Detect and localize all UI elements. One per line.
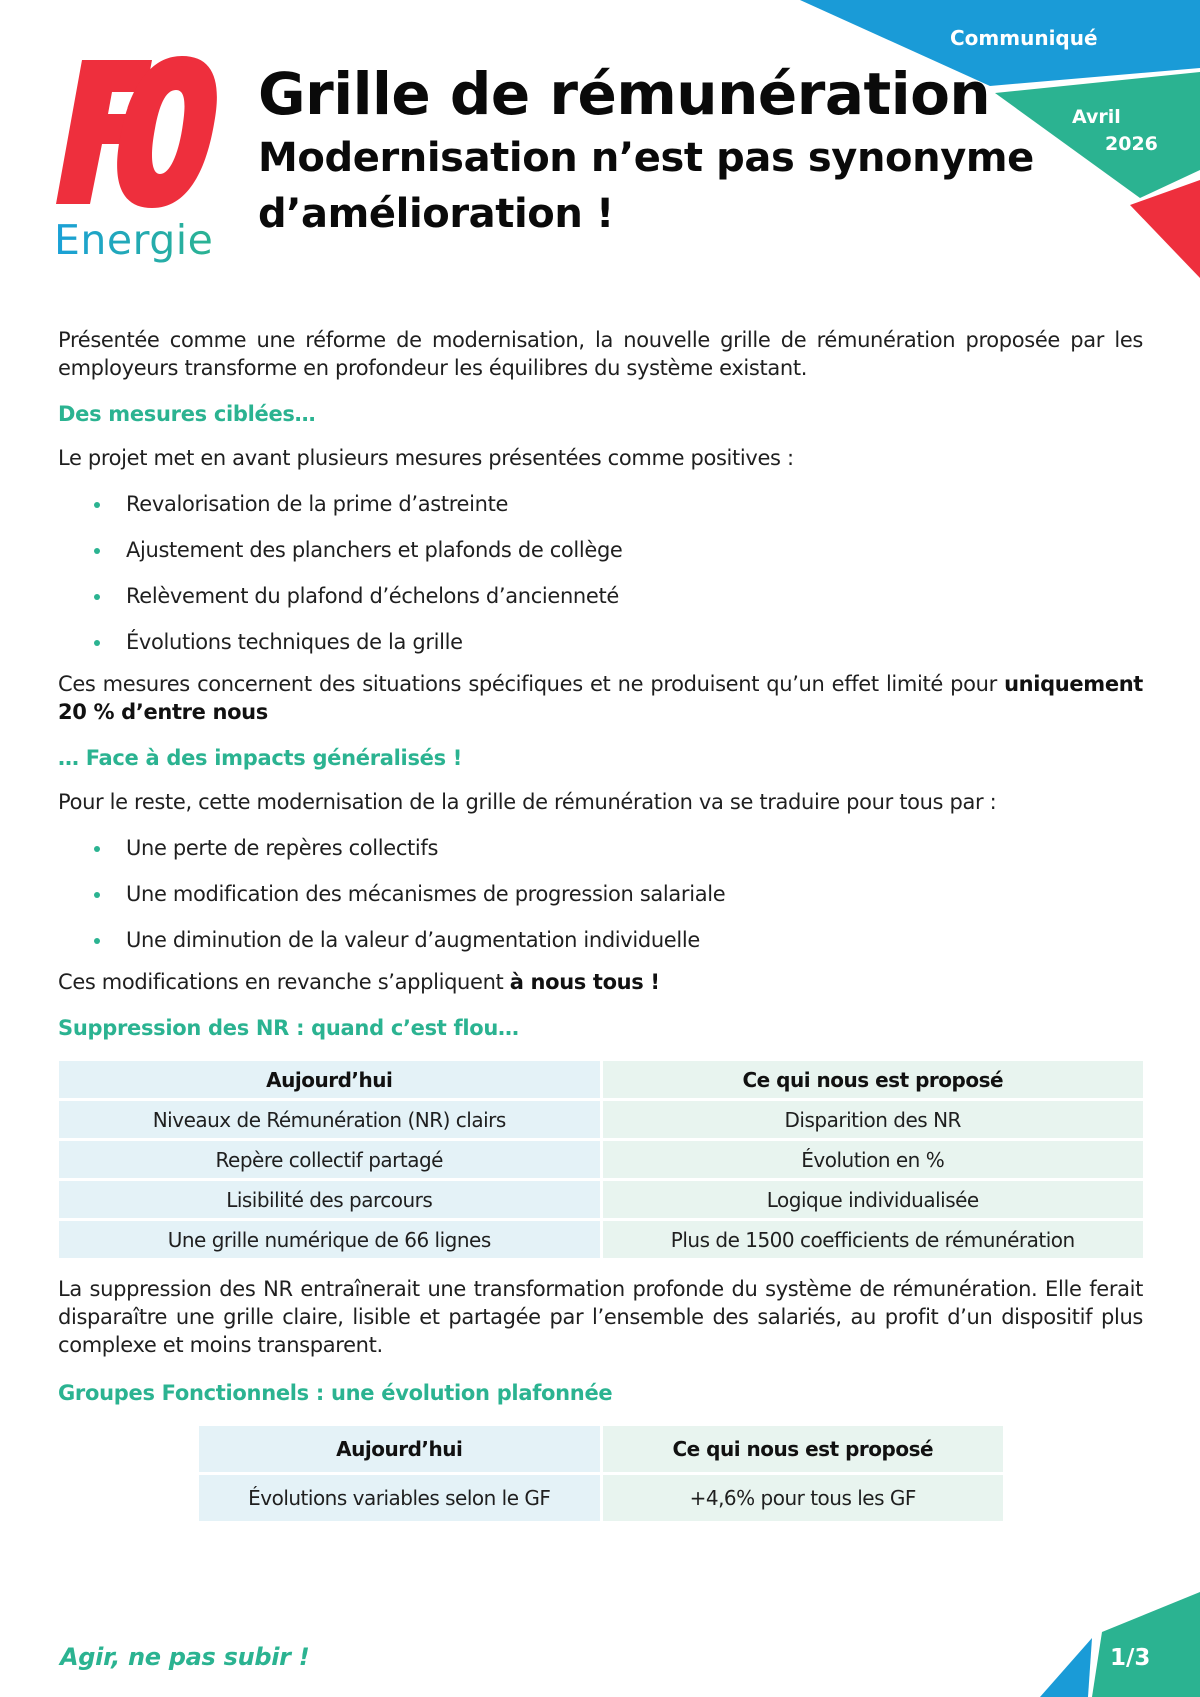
emphasis-text: à nous tous ! <box>509 970 660 994</box>
date-month: Avril <box>1072 106 1121 128</box>
table-row <box>59 1181 1143 1218</box>
logo-energie-text: Energie <box>54 216 214 264</box>
list-item: Ajustement des planchers et plafonds de collège <box>94 536 1143 564</box>
nr-comparison-table <box>56 1058 1146 1261</box>
table-cell: Une grille numérique de 66 lignes <box>59 1221 600 1258</box>
column-header: Aujourd’hui <box>59 1061 600 1098</box>
table-cell: Lisibilité des parcours <box>59 1181 600 1218</box>
date-year: 2026 <box>1105 133 1158 155</box>
column-header: Ce qui nous est proposé <box>603 1426 1004 1472</box>
table-row <box>59 1141 1143 1178</box>
table-cell: Repère collectif partagé <box>59 1141 600 1178</box>
page-subtitle: Modernisation n’est pas synonyme d’amélioration ! <box>258 135 1034 237</box>
table-cell: Plus de 1500 coefficients de rémunération <box>603 1221 1144 1258</box>
list-item: Une perte de repères collectifs <box>94 834 1143 862</box>
column-header: Aujourd’hui <box>199 1426 600 1472</box>
table-cell: Évolutions variables selon le GF <box>199 1475 600 1521</box>
section3-conclusion: La suppression des NR entraînerait une transformation profonde du système de rémunération. Elle ferait disparaître une grille claire, lisible et partagée par l’ensemble des salariés, au profit d’un dispositif plus complexe et moins transparent. <box>58 1277 1143 1357</box>
page-title: Grille de rémunération <box>258 60 991 128</box>
document-body <box>58 326 1143 1524</box>
list-item: Une diminution de la valeur d’augmentation individuelle <box>94 926 1143 954</box>
communique-tag: Communiqué <box>950 26 1098 50</box>
table-header-row <box>199 1426 1003 1472</box>
list-item: Une modification des mécanismes de progression salariale <box>94 880 1143 908</box>
table-cell: Logique individualisée <box>603 1181 1144 1218</box>
header-title-block <box>258 60 1098 242</box>
table-cell: +4,6% pour tous les GF <box>603 1475 1004 1521</box>
list-item: Relèvement du plafond d’échelons d’ancienneté <box>94 582 1143 610</box>
section-heading-gf: Groupes Fonctionnels : une évolution plafonnée <box>58 1381 613 1405</box>
fo-logo-icon <box>54 52 224 212</box>
table-row <box>59 1101 1143 1138</box>
intro-paragraph: Présentée comme une réforme de modernisation, la nouvelle grille de rémunération proposée par les employeurs transforme en profondeur les équilibres du système existant. <box>58 328 1143 380</box>
table-cell: Disparition des NR <box>603 1101 1144 1138</box>
list-item: Revalorisation de la prime d’astreinte <box>94 490 1143 518</box>
section1-bullet-list <box>58 490 1143 656</box>
footer-blue-shape <box>1040 1638 1092 1697</box>
table-cell: Niveaux de Rémunération (NR) clairs <box>59 1101 600 1138</box>
list-item: Évolutions techniques de la grille <box>94 628 1143 656</box>
table-header-row <box>59 1061 1143 1098</box>
table-row <box>59 1221 1143 1258</box>
section-heading-nr: Suppression des NR : quand c’est flou… <box>58 1016 519 1040</box>
table-cell: Évolution en % <box>603 1141 1144 1178</box>
gf-comparison-table <box>196 1423 1006 1524</box>
footer-slogan: Agir, ne pas subir ! <box>60 1643 310 1671</box>
section1-conclusion: Ces mesures concernent des situations spécifiques et ne produisent qu’un effet limité pour uniquement 20 % d’entre nous <box>58 672 1143 724</box>
emphasis-text: uniquement 20 % d’entre nous <box>58 672 1143 724</box>
page-number: 1/3 <box>1110 1645 1151 1671</box>
section1-lead: Le projet met en avant plusieurs mesures présentées comme positives : <box>58 446 794 470</box>
table-row <box>199 1475 1003 1521</box>
section2-conclusion: Ces modifications en revanche s’appliquent à nous tous ! <box>58 970 660 994</box>
section-heading-mesures: Des mesures ciblées… <box>58 402 316 426</box>
column-header: Ce qui nous est proposé <box>603 1061 1144 1098</box>
section-heading-impacts: … Face à des impacts généralisés ! <box>58 746 463 770</box>
fo-energie-logo <box>48 52 220 262</box>
section2-lead: Pour le reste, cette modernisation de la grille de rémunération va se traduire pour tous par : <box>58 790 997 814</box>
section2-bullet-list <box>58 834 1143 954</box>
